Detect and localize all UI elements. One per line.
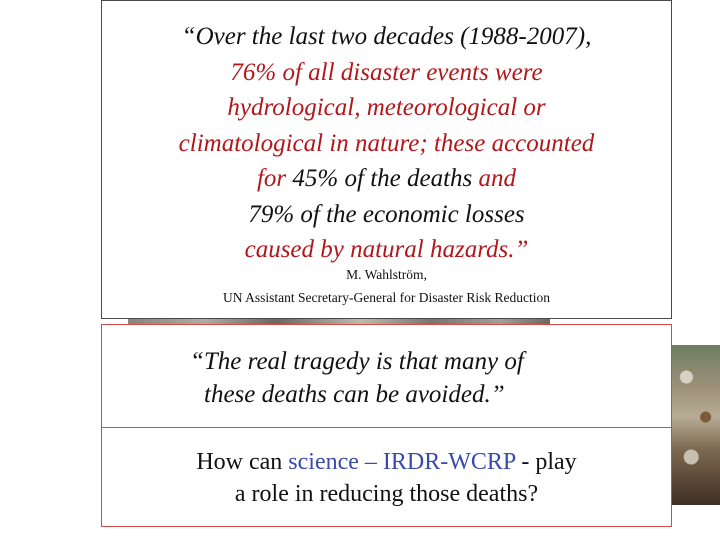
quote-pct-76: 76% [230,58,277,86]
attribution-role: UN Assistant Secretary-General for Disaster Risk Reduction [223,290,550,305]
quote-text [102,19,671,268]
question-text [102,446,671,510]
quote-line-6: 79% of the economic losses [248,200,525,228]
tragedy-box [101,324,672,427]
quote-line-5a: for [256,165,293,192]
quote-line-1: “Over the last two decades (1988-2007), [181,23,592,50]
question-part-a: How can [196,449,289,475]
question-box [101,427,672,527]
tragedy-line-1: “The real tragedy is that many of [190,348,524,375]
tragedy-line-2: these deaths can be avoided.” [204,381,505,408]
quote-line-7: caused by natural hazards.” [244,236,529,263]
attribution-name: M. Wahlström, [346,267,427,282]
background-photo-right [672,345,720,505]
quote-line-5c: and [472,165,517,192]
quote-line-3: hydrological, meteorological or [227,94,546,121]
question-line-2: a role in reducing those deaths? [234,481,539,507]
quote-line-4: climatological in nature; these accounted [178,129,595,157]
quote-box [101,0,672,319]
question-part-c: - play [515,449,577,475]
quote-line-2: of all disaster events were [276,58,543,86]
quote-line-5b: 45% of the deaths [292,165,473,192]
attribution [102,263,671,309]
tragedy-quote [190,345,524,411]
question-part-b: science – IRDR-WCRP [288,449,516,475]
